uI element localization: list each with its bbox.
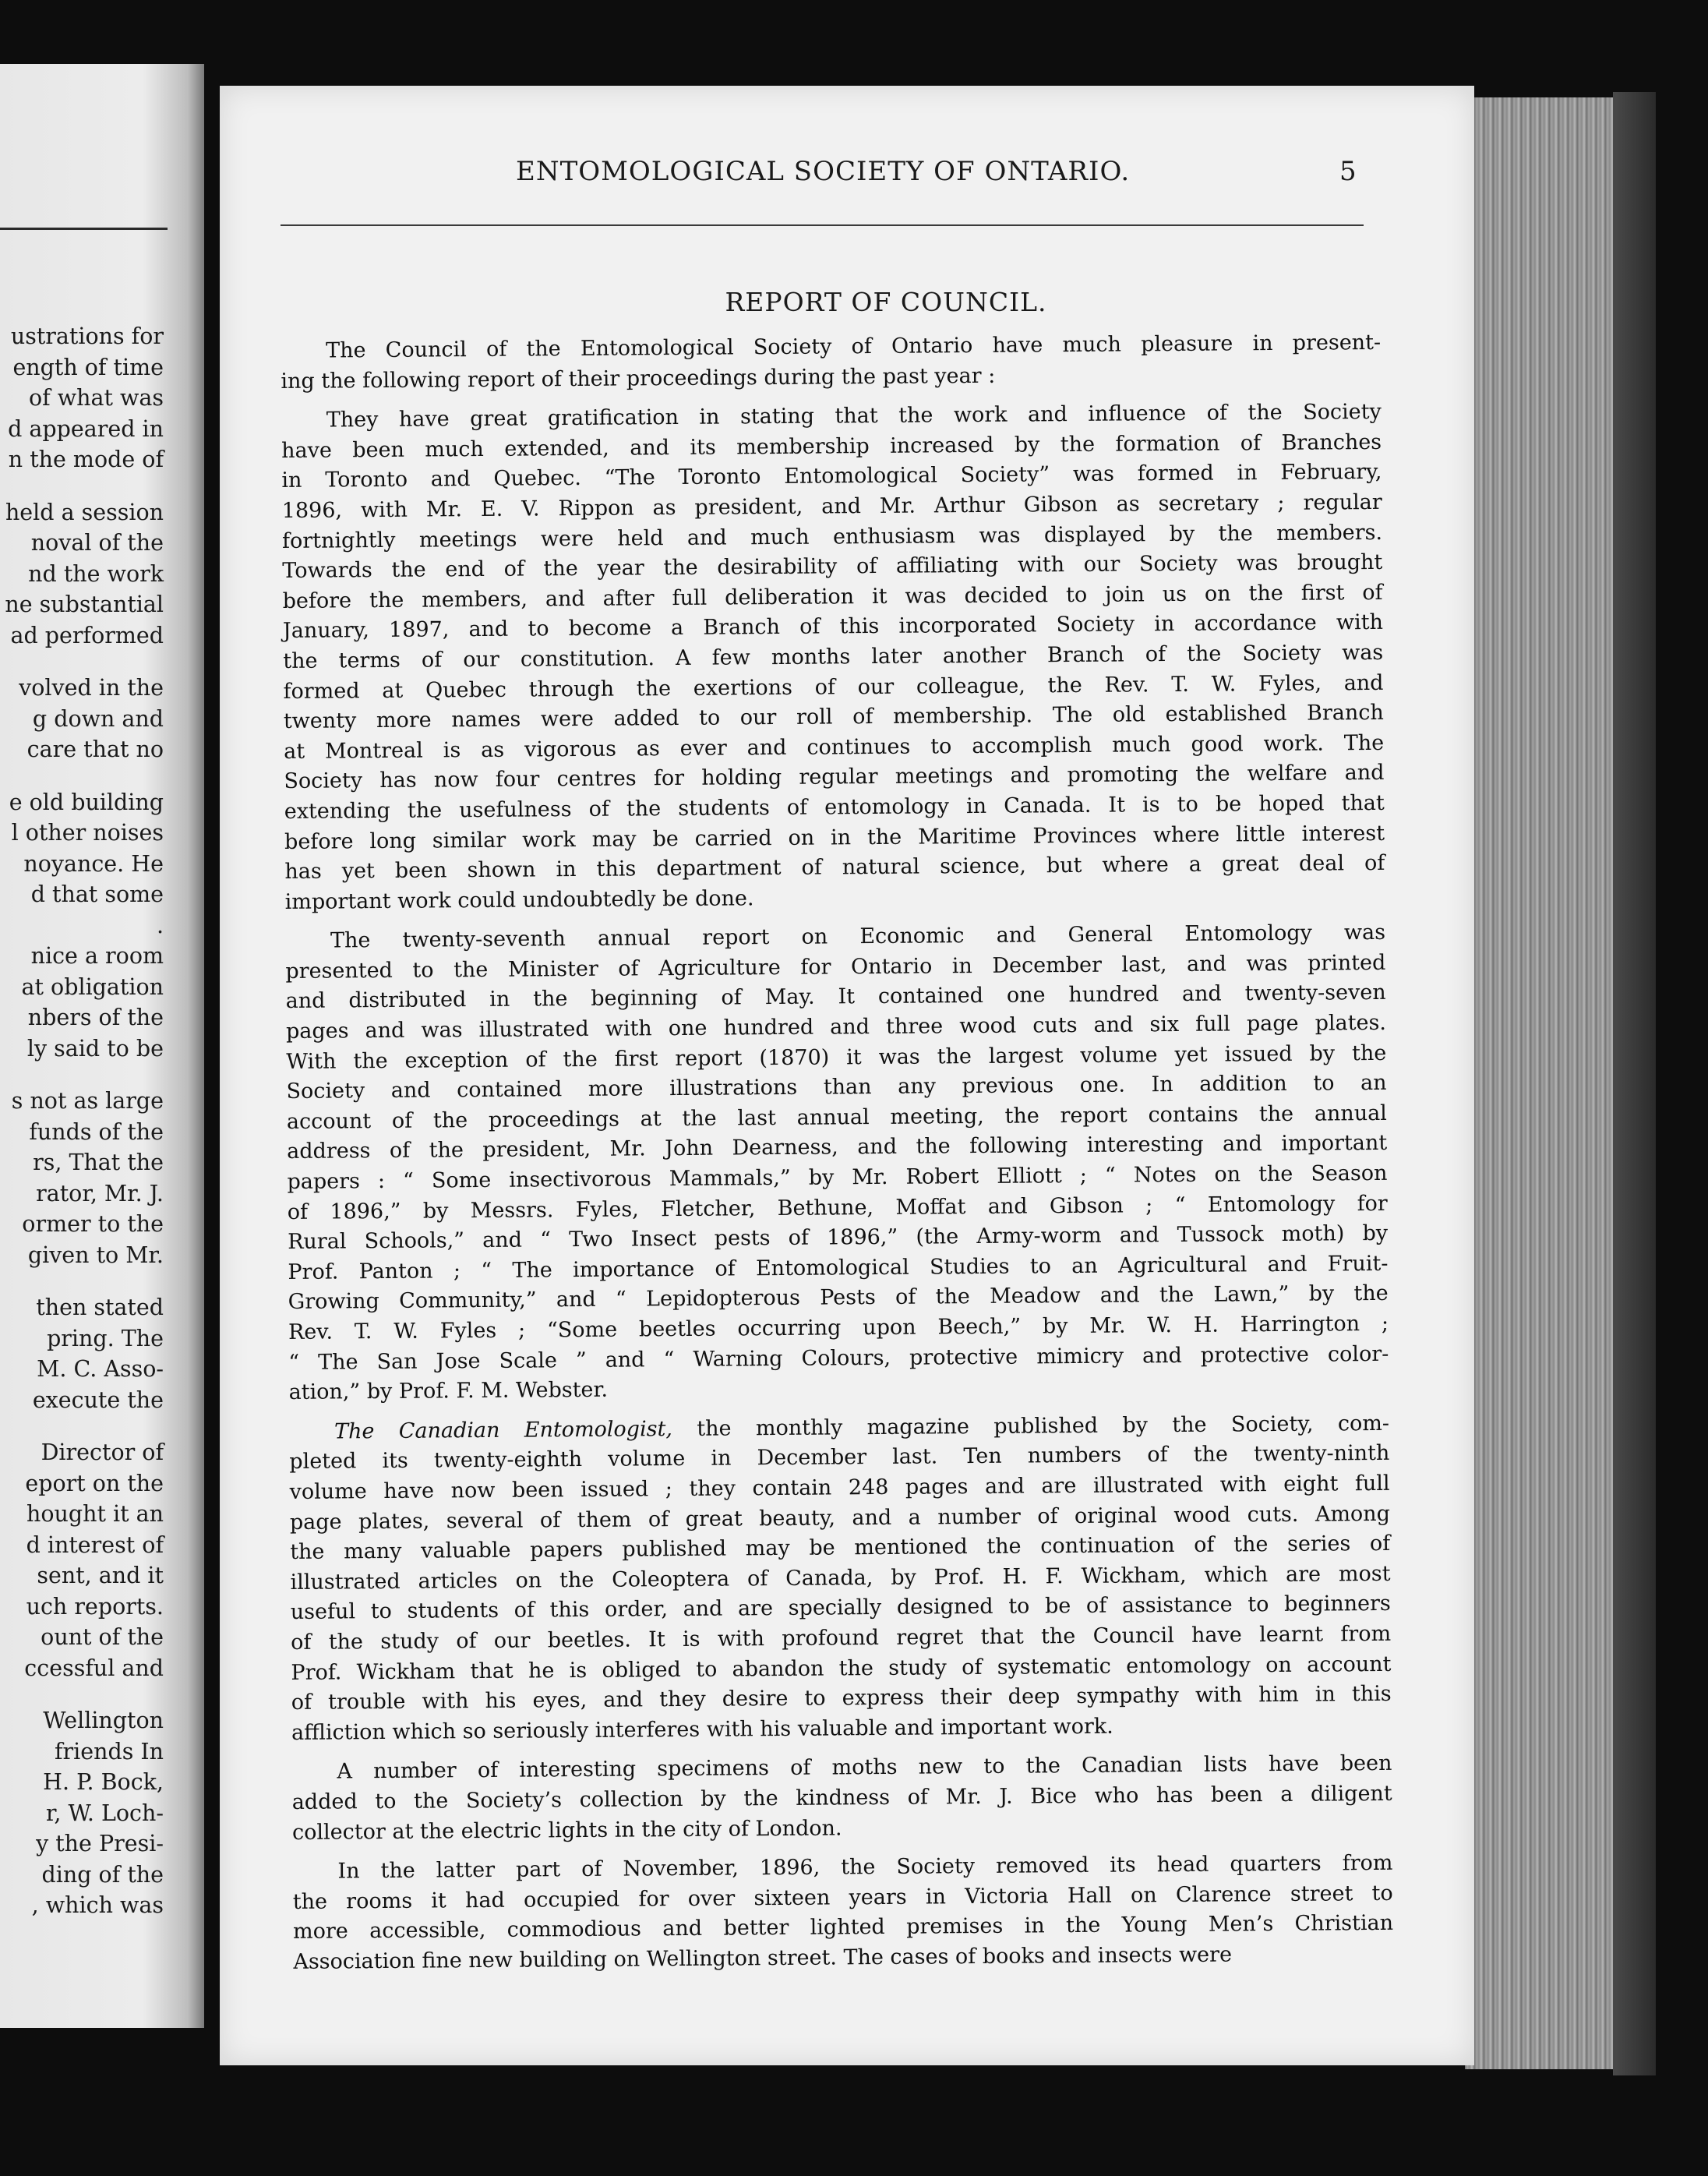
paragraph: [285, 918, 1389, 1408]
text-line: collector at the electric lights in the city of London.: [291, 1815, 842, 1845]
text-line: pleted its twenty-eighth volume in December last. Ten numbers of the twenty-ninth: [289, 1441, 1390, 1475]
previous-page-line: r, W. Loch-: [45, 1800, 164, 1826]
previous-page-line: of what was: [28, 385, 164, 411]
previous-page-line: held a session: [5, 499, 164, 525]
text-line: Prof. Wickham that he is obliged to abandon the study of systematic entomology on account: [291, 1651, 1392, 1685]
previous-page-line: ly said to be: [26, 1035, 164, 1062]
previous-page-line: given to Mr.: [27, 1242, 164, 1268]
text-line: The Council of the Entomological Society of Ontario have much pleasure in present-: [326, 330, 1382, 363]
text-line-rest: the monthly magazine published by the Society, com-: [672, 1411, 1390, 1441]
previous-page-line: ne substantial: [5, 592, 164, 617]
text-line: useful to students of this order, and are specially designed to be of assistance to beginners: [290, 1591, 1391, 1625]
text-line: pages and was illustrated with one hundred and three wood cuts and six full page plates.: [285, 1010, 1387, 1044]
previous-page-line: eport on the: [25, 1470, 164, 1496]
paragraph: [292, 1849, 1393, 1977]
previous-page-line: at obligation: [21, 973, 164, 1000]
previous-page-line: friends In: [54, 1738, 164, 1764]
previous-page-line: d interest of: [26, 1531, 164, 1558]
previous-page-line: volved in the: [19, 675, 164, 701]
text-line: “ The San Jose Scale ” and “ Warning Colours, protective mimicry and protective color-: [288, 1341, 1389, 1375]
previous-page-line: hought it an: [26, 1501, 164, 1527]
current-page: [220, 86, 1474, 2065]
previous-page-line: nice a room: [30, 943, 164, 969]
previous-page-line: sent, and it: [37, 1563, 164, 1588]
paragraph: [281, 397, 1385, 917]
previous-page-line: [0, 1064, 164, 1086]
text-line: before the members, and after full deliberation it was decided to join us on the first of: [282, 580, 1383, 613]
text-line: of 1896,” by Messrs. Fyles, Fletcher, Bethune, Moffat and Gibson ; “ Entomology for: [287, 1191, 1388, 1224]
text-line: A number of interesting specimens of moths new to the Canadian lists have been: [337, 1751, 1392, 1784]
previous-page-line: pring. The: [47, 1325, 164, 1351]
text-line: presented to the Minister of Agriculture for Ontario in December last, and was printed: [285, 950, 1386, 984]
text-line: important work could undoubtedly be done.: [284, 885, 754, 914]
previous-page-line: g down and: [32, 705, 164, 732]
previous-page-line: e old building: [9, 789, 164, 815]
previous-page-line: [0, 1415, 164, 1437]
text-line: page plates, several of them of great beauty, and a number of original wood cuts. Among: [289, 1501, 1391, 1535]
previous-page-line: y the Presi-: [36, 1831, 164, 1856]
text-line: in Toronto and Quebec. “The Toronto Entomological Society” was formed in February,: [281, 460, 1382, 493]
previous-page-line: Director of: [41, 1439, 164, 1465]
previous-page-line: ccessful and: [24, 1655, 164, 1681]
text-line: illustrated articles on the Coleoptera of Canada, by Prof. H. F. Wickham, which are most: [290, 1561, 1391, 1595]
text-line: of trouble with his eyes, and they desire to express their deep sympathy with him in this: [291, 1681, 1392, 1715]
previous-page-line: uch reports.: [26, 1593, 164, 1620]
previous-page-header-rule: [0, 228, 168, 230]
previous-page-line: noval of the: [30, 530, 164, 556]
text-line: They have great gratification in stating that the work and influence of the Society: [326, 400, 1382, 433]
previous-page-line: H. P. Bock,: [43, 1769, 164, 1795]
text-line: formed at Quebec through the exertions of our colleague, the Rev. T. W. Fyles, and: [283, 670, 1384, 704]
text-line: at Montreal is as vigorous as ever and continues to accomplish much good work. The: [284, 730, 1385, 764]
previous-page-line: n the mode of: [8, 447, 164, 472]
text-line: more accessible, commodious and better lighted premises in the Young Men’s Christian: [292, 1911, 1394, 1945]
previous-page-line: d appeared in: [8, 415, 164, 442]
section-title: REPORT OF COUNCIL.: [725, 287, 1047, 317]
previous-page-text: [0, 321, 164, 1921]
text-line: account of the proceedings at the last annual meeting, the report contains the annual: [286, 1100, 1387, 1134]
previous-page-line: ding of the: [41, 1861, 164, 1888]
text-line: papers : “ Some insectivorous Mammals,” by Mr. Robert Elliott ; “ Notes on the Season: [287, 1160, 1388, 1194]
previous-page-line: noyance. He: [23, 850, 164, 877]
text-line: extending the usefulness of the students of entomology in Canada. It is to be hoped that: [284, 790, 1385, 824]
previous-page-line: [0, 475, 164, 497]
previous-page-line: d that some: [30, 881, 164, 907]
text-line: ation,” by Prof. F. M. Webster.: [288, 1377, 609, 1405]
paragraph: [281, 328, 1382, 397]
text-line: 1896, with Mr. E. V. Rippon as president, and Mr. Arthur Gibson as secretary ; regular: [281, 489, 1382, 523]
previous-page-line: nd the work: [28, 560, 164, 587]
previous-page-line: l other noises: [11, 820, 164, 846]
text-line: Towards the end of the year the desirability of affiliating with our Society was brought: [282, 550, 1383, 584]
previous-page-line: Wellington: [43, 1708, 164, 1733]
text-line: of the study of our beetles. It is with profound regret that the Council have learnt from: [291, 1621, 1392, 1655]
paragraph: [291, 1749, 1392, 1848]
previous-page: [0, 64, 204, 2028]
text-line: Prof. Panton ; “ The importance of Entomological Studies to an Agricultural and Fruit-: [288, 1251, 1389, 1284]
previous-page-line: then stated: [36, 1295, 164, 1320]
text-line: and distributed in the beginning of May. It contained one hundred and twenty-seven: [285, 980, 1386, 1014]
text-line: Society and contained more illustrations than any previous one. In addition to an: [286, 1071, 1387, 1104]
previous-page-line: [0, 765, 164, 787]
text-line: address of the president, Mr. John Dearness, and the following interesting and important: [287, 1131, 1388, 1164]
text-line: fortnightly meetings were held and much enthusiasm was displayed by the members.: [281, 520, 1383, 553]
text-line: The twenty-seventh annual report on Economic and General Entomology was: [330, 920, 1386, 953]
previous-page-line: [0, 1683, 164, 1705]
previous-page-line: funds of the: [29, 1118, 164, 1145]
text-line: ing the following report of their proceedings during the past year :: [281, 363, 996, 394]
text-line: have been much extended, and its membership increased by the formation of Branches: [281, 429, 1382, 463]
previous-page-line: ormer to the: [22, 1211, 164, 1237]
text-line: With the exception of the first report (1870) it was the largest volume yet issued by the: [286, 1040, 1387, 1074]
previous-page-line: .: [156, 912, 164, 938]
text-line: before long similar work may be carried on in the Maritime Provinces where little interest: [284, 821, 1385, 854]
text-line: Rev. T. W. Fyles ; “Some beetles occurring upon Beech,” by Mr. W. H. Harrington ;: [288, 1311, 1389, 1344]
previous-page-line: ount of the: [41, 1624, 164, 1650]
page-number: 5: [1339, 156, 1357, 187]
previous-page-line: [0, 651, 164, 673]
text-line: added to the Society’s collection by the kindness of Mr. J. Bice who has been a diligent: [291, 1781, 1392, 1814]
paragraph: [289, 1409, 1392, 1749]
text-line: In the latter part of November, 1896, the Society removed its head quarters from: [337, 1850, 1393, 1884]
text-line: has yet been shown in this department of natural science, but where a great deal of: [284, 850, 1385, 885]
previous-page-line: M. C. Asso-: [37, 1356, 164, 1382]
text-line: Rural Schools,” and “ Two Insect pests of 1896,” (the Army-worm and Tussock moth) by: [288, 1221, 1389, 1255]
report-body: [281, 328, 1394, 1987]
previous-page-line: ad performed: [10, 622, 164, 648]
previous-page-line: rs, That the: [33, 1150, 164, 1175]
previous-page-line: care that no: [26, 737, 164, 762]
text-line: Growing Community,” and “ Lepidopterous Pests of the Meadow and the Lawn,” by the: [288, 1281, 1389, 1315]
previous-page-line: ength of time: [12, 354, 164, 380]
text-line: the many valuable papers published may be mentioned the continuation of the series of: [290, 1531, 1391, 1565]
previous-page-line: s not as large: [11, 1088, 164, 1114]
italic-title: The Canadian Entomologist,: [333, 1416, 673, 1444]
previous-page-line: rator, Mr. J.: [36, 1180, 164, 1206]
previous-page-line: ustrations for: [10, 323, 164, 349]
text-line: the rooms it had occupied for over sixteen years in Victoria Hall on Clarence street to: [292, 1881, 1393, 1914]
previous-page-line: , which was: [31, 1892, 164, 1918]
text-line: Society has now four centres for holding regular meetings and promoting the welfare and: [284, 761, 1385, 794]
text-line: volume have now been issued ; they contain 248 pages and are illustrated with eight full: [289, 1471, 1390, 1504]
text-line: twenty more names were added to our roll of membership. The old established Branch: [283, 701, 1384, 734]
book-cover-edge: [1613, 92, 1656, 2075]
previous-page-line: [0, 1270, 164, 1292]
text-line: the terms of our constitution. A few months later another Branch of the Society was: [283, 640, 1384, 673]
text-line: Association fine new building on Wellington street. The cases of books and insects were: [293, 1942, 1233, 1974]
running-header-title: ENTOMOLOGICAL SOCIETY OF ONTARIO.: [516, 156, 1131, 187]
text-line: affliction which so seriously interferes with his valuable and important work.: [291, 1714, 1113, 1745]
header-rule: [281, 224, 1364, 226]
previous-page-line: execute the: [32, 1386, 164, 1413]
running-header: [220, 156, 1474, 203]
text-line: January, 1897, and to become a Branch of this incorporated Society in accordance with: [282, 610, 1384, 644]
previous-page-line: nbers of the: [27, 1005, 164, 1030]
